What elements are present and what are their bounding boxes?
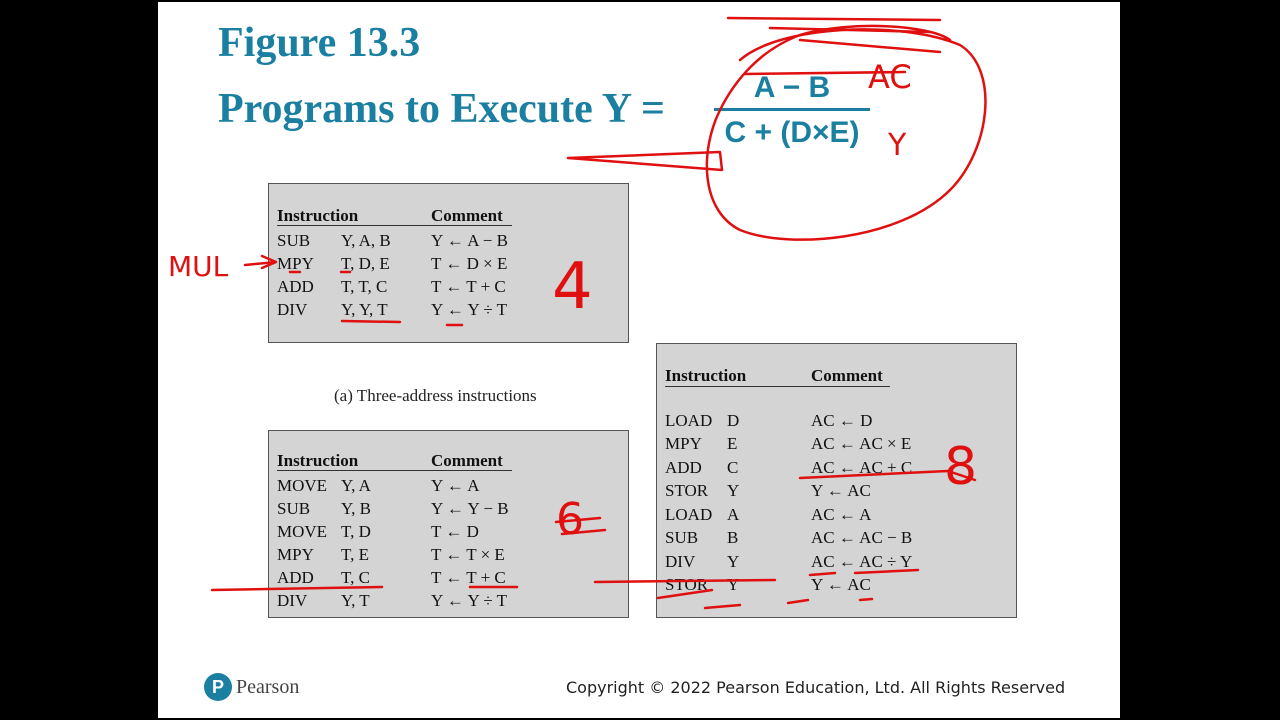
comment: Y ← A	[431, 476, 480, 495]
caption-three-address: (a) Three-address instructions	[334, 386, 537, 405]
table-three-address	[268, 183, 629, 343]
table-row	[657, 550, 1016, 573]
ink-mul-label: MUL	[168, 250, 229, 283]
args: Y, B	[341, 499, 371, 518]
table-row	[269, 543, 628, 566]
comment: Y ← AC	[811, 575, 871, 594]
comment: T ← T + C	[431, 277, 506, 296]
op: DIV	[665, 552, 696, 571]
op: DIV	[277, 300, 308, 319]
header-instruction: Instruction	[277, 206, 359, 225]
args: Y	[727, 552, 740, 571]
table-one-address	[656, 343, 1017, 618]
args: Y	[727, 481, 740, 500]
header-comment: Comment	[811, 366, 883, 385]
table-row	[657, 432, 1016, 455]
comment: T ← T × E	[431, 545, 505, 564]
args: D	[727, 411, 740, 430]
comment: AC ← AC × E	[811, 434, 912, 453]
op: ADD	[665, 458, 702, 477]
args: T, E	[341, 545, 370, 564]
args: Y, Y, T	[341, 300, 388, 319]
comment: Y ← Y ÷ T	[431, 591, 508, 610]
op: ADD	[277, 568, 314, 587]
args: T, T, C	[341, 277, 388, 296]
comment: AC ← D	[811, 411, 873, 430]
table-row	[657, 526, 1016, 549]
op: MOVE	[277, 522, 328, 541]
table-row	[657, 409, 1016, 432]
formula-numerator: A − B	[714, 68, 870, 111]
header-rule	[277, 225, 512, 226]
ink-count-a: 4	[552, 250, 593, 324]
slide-subtitle: Programs to Execute Y =	[218, 86, 665, 132]
header-rule	[665, 386, 890, 387]
comment: AC ← A	[811, 505, 872, 524]
copyright: Copyright © 2022 Pearson Education, Ltd. All Rights Reserved	[566, 678, 1066, 697]
header-comment: Comment	[431, 206, 503, 225]
op: MPY	[665, 434, 702, 453]
ink-count-b: 6	[556, 494, 584, 545]
table-row	[269, 298, 628, 321]
ink-count-c: 8	[944, 437, 978, 497]
slide	[158, 2, 1120, 718]
formula-denominator: C + (D×E)	[724, 116, 860, 149]
table-row	[657, 456, 1016, 479]
table-row	[269, 229, 628, 252]
args: C	[727, 458, 739, 477]
header-instruction: Instruction	[665, 366, 747, 385]
op: SUB	[277, 231, 311, 250]
ink-ac-label: AC	[868, 58, 912, 96]
op: MOVE	[277, 476, 328, 495]
op: MPY	[277, 545, 314, 564]
comment: AC ← AC ÷ Y	[811, 552, 913, 571]
op: ADD	[277, 277, 314, 296]
comment: T ← D × E	[431, 254, 508, 273]
pearson-wordmark: Pearson	[236, 675, 300, 698]
op: LOAD	[665, 505, 713, 524]
formula	[714, 68, 870, 155]
table-row	[269, 566, 628, 589]
table-row	[269, 252, 628, 275]
args: T, D, E	[341, 254, 390, 273]
op: STOR	[665, 575, 709, 594]
op: DIV	[277, 591, 308, 610]
args: Y, A, B	[341, 231, 391, 250]
args: Y, A	[341, 476, 371, 495]
pearson-logo	[204, 672, 299, 702]
table-row	[269, 497, 628, 520]
args: T, C	[341, 568, 370, 587]
args: A	[727, 505, 740, 524]
table-row	[269, 275, 628, 298]
args: B	[727, 528, 739, 547]
figure-title: Figure 13.3	[218, 20, 421, 66]
comment: AC ← AC − B	[811, 528, 913, 547]
header-instruction: Instruction	[277, 451, 359, 470]
op: SUB	[665, 528, 699, 547]
header-comment: Comment	[431, 451, 503, 470]
pearson-logo-icon: P	[204, 673, 232, 701]
table-row	[657, 503, 1016, 526]
table-row	[657, 573, 1016, 596]
op: SUB	[277, 499, 311, 518]
table-row	[269, 520, 628, 543]
comment: AC ← AC + C	[811, 458, 913, 477]
table-row	[269, 474, 628, 497]
args: T, D	[341, 522, 371, 541]
comment: T ← D	[431, 522, 479, 541]
table-row	[269, 589, 628, 612]
comment: Y ← A − B	[431, 231, 508, 250]
comment: Y ← Y ÷ T	[431, 300, 508, 319]
args: Y, T	[341, 591, 370, 610]
args: Y	[727, 575, 740, 594]
ink-y-label: Y	[888, 128, 907, 163]
comment: T ← T + C	[431, 568, 506, 587]
op: LOAD	[665, 411, 713, 430]
table-row	[657, 479, 1016, 502]
comment: Y ← Y − B	[431, 499, 509, 518]
header-rule	[277, 470, 512, 471]
table-two-address	[268, 430, 629, 618]
comment: Y ← AC	[811, 481, 871, 500]
args: E	[727, 434, 738, 453]
op: MPY	[277, 254, 314, 273]
op: STOR	[665, 481, 709, 500]
